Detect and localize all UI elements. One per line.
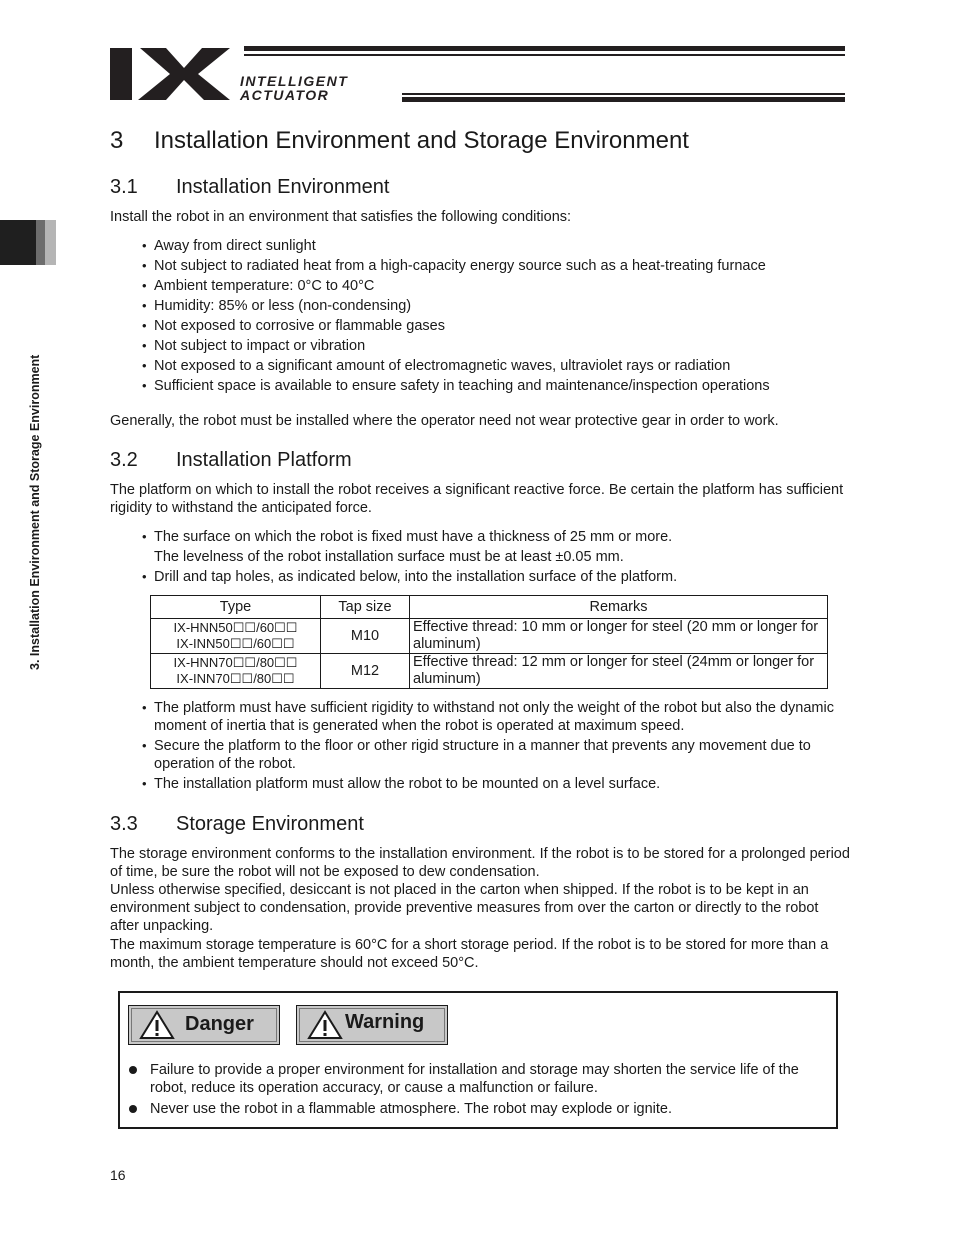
caution-box xyxy=(118,991,838,1129)
table-cell-tap: M12 xyxy=(321,654,410,689)
platform-list xyxy=(154,527,854,587)
page-number: 16 xyxy=(110,1167,126,1183)
section-heading: 3.3 Storage Environment xyxy=(110,813,364,835)
chapter-tab-marker xyxy=(36,220,45,265)
table-row xyxy=(151,619,828,654)
table-header-row xyxy=(151,596,828,619)
ix-logo xyxy=(110,46,240,107)
table-row xyxy=(151,654,828,689)
section-heading: 3.1 Installation Environment xyxy=(110,176,390,198)
header-rule xyxy=(244,54,845,56)
table-cell-remarks: Effective thread: 12 mm or longer for steel (24mm or longer for aluminum) xyxy=(410,654,828,689)
table-cell-remarks: Effective thread: 10 mm or longer for steel (20 mm or longer for aluminum) xyxy=(410,619,828,654)
section-heading: 3.2 Installation Platform xyxy=(110,449,352,471)
tap-hole-table xyxy=(150,595,828,689)
list-item: • Not subject to radiated heat from a high-capacity energy source such as a heat-treating furnace xyxy=(154,256,854,276)
header-rule xyxy=(402,93,845,95)
caution-item: Failure to provide a proper environment for installation and storage may shorten the service life of the robot, reduce its operation accuracy, or cause a malfunction or failure. xyxy=(150,1061,830,1097)
table-cell-type: IX-HNN70☐☐/80☐☐ IX-INN70☐☐/80☐☐ xyxy=(151,654,321,689)
condition-list xyxy=(154,236,854,396)
list-item: • The installation platform must allow the robot to be mounted on a level surface. xyxy=(154,775,854,793)
paragraph: Unless otherwise specified, desiccant is not placed in the carton when shipped. If the robot is to be kept in an environment subject to condensation, provide preventive measures from over the carton or directly to the robot after unpacking. xyxy=(110,882,819,934)
caution-list xyxy=(150,1061,830,1121)
list-item: • Not exposed to a significant amount of electromagnetic waves, ultraviolet rays or radiation xyxy=(154,356,854,376)
list-item: • Not exposed to corrosive or flammable gases xyxy=(154,316,854,336)
table-header: Remarks xyxy=(410,596,828,619)
list-item: • Humidity: 85% or less (non-condensing) xyxy=(154,296,854,316)
table-cell-type: IX-HNN50☐☐/60☐☐ IX-INN50☐☐/60☐☐ xyxy=(151,619,321,654)
list-item: • The surface on which the robot is fixed must have a thickness of 25 mm or more. xyxy=(154,527,854,547)
danger-label xyxy=(128,1005,280,1045)
paragraph: The maximum storage temperature is 60°C for a short storage period. If the robot is to be stored for more than a month, the ambient temperature should not exceed 50°C. xyxy=(110,937,829,971)
list-item-continuation: The levelness of the robot installation surface must be at least ±0.05 mm. xyxy=(154,549,624,565)
list-item: • Ambient temperature: 0°C to 40°C xyxy=(154,276,854,296)
section-intro: Install the robot in an environment that satisfies the following conditions: xyxy=(110,209,572,225)
paragraph: The storage environment conforms to the installation environment. If the robot is to be stored for a prolonged period of time, be sure the robot will not be exposed to dew condensation. xyxy=(110,846,850,880)
header-rule xyxy=(402,97,845,102)
chapter-tab-marker xyxy=(45,220,56,265)
table-cell-tap: M10 xyxy=(321,619,410,654)
table-header: Tap size xyxy=(321,596,410,619)
warning-text: Warning xyxy=(345,1011,425,1033)
warning-triangle-icon xyxy=(139,1010,175,1040)
chapter-tab-marker xyxy=(0,220,36,265)
list-item: • Sufficient space is available to ensure safety in teaching and maintenance/inspection operations xyxy=(154,376,854,396)
warning-triangle-icon xyxy=(307,1010,343,1040)
warning-label xyxy=(296,1005,448,1045)
danger-text: Danger xyxy=(185,1013,254,1035)
section-intro: The platform on which to install the robot receives a significant reactive force. Be certain the platform has sufficient rigidity to withstand the anticipated force. xyxy=(110,482,844,516)
list-item: • The platform must have sufficient rigidity to withstand not only the weight of the robot but also the dynamic moment of inertia that is generated when the robot is operated at maximum speed. xyxy=(154,699,854,735)
list-item: • Away from direct sunlight xyxy=(154,236,854,256)
section-note: Generally, the robot must be installed where the operator need not wear protective gear in order to work. xyxy=(110,413,779,429)
platform-requirements-list xyxy=(154,699,854,793)
logo-subtitle: INTELLIGENT ACTUATOR xyxy=(240,73,349,103)
list-item: • Secure the platform to the floor or other rigid structure in a manner that prevents any movement due to operation of the robot. xyxy=(154,737,854,773)
table-header: Type xyxy=(151,596,321,619)
ix-logo-mark xyxy=(110,46,240,102)
header-rule xyxy=(244,46,845,51)
chapter-title: 3 Installation Environment and Storage Environment xyxy=(110,127,689,154)
chapter-side-label: 3. Installation Environment and Storage Environment xyxy=(28,354,42,670)
list-item: • Not subject to impact or vibration xyxy=(154,336,854,356)
caution-item: Never use the robot in a flammable atmosphere. The robot may explode or ignite. xyxy=(150,1100,830,1118)
list-item: • Drill and tap holes, as indicated below, into the installation surface of the platform. xyxy=(154,567,854,587)
